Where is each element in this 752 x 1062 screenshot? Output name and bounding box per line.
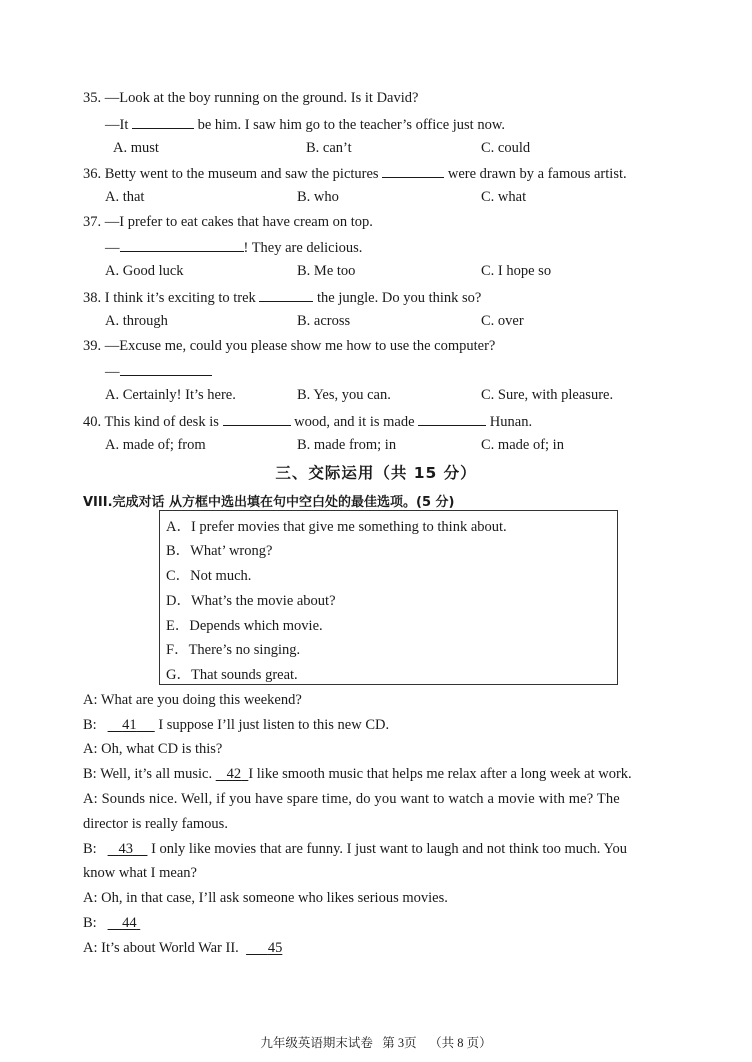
dialogue-line-6: director is really famous. <box>83 816 228 832</box>
blank-number: 43 <box>118 841 133 857</box>
question-40-option-b: B. made from; in <box>297 437 397 453</box>
blank-45 <box>246 940 282 956</box>
dialogue-line-7-text: I only like movies that are funny. I just want to laugh and not think too much. You <box>147 841 627 857</box>
question-39-option-c: C. Sure, with pleasure. <box>481 387 614 403</box>
answer-blank <box>223 411 291 426</box>
question-39-option-b: B. Yes, you can. <box>297 387 391 403</box>
question-40-option-c: C. made of; in <box>481 437 564 453</box>
question-40-stem-mid: wood, and it is made <box>290 414 419 430</box>
question-39-line2 <box>105 361 212 381</box>
question-35-stem: 35. —Look at the boy running on the ground. Is it David? <box>83 90 419 106</box>
question-37-option-c: C. I hope so <box>481 263 552 279</box>
section-title: 三、交际运用（共 15 分） <box>275 464 477 482</box>
speaker-label: B: <box>83 841 97 857</box>
box-option-b: B．What’ wrong? <box>166 543 273 559</box>
question-35-option-c: C. could <box>481 140 531 156</box>
dialogue-line-2-text: I suppose I’ll just listen to this new CD. <box>154 717 390 733</box>
box-option-a: A．I prefer movies that give me something to think about. <box>166 519 507 535</box>
answer-blank <box>259 287 313 302</box>
question-40-stem-post: Hunan. <box>486 414 533 430</box>
question-38-option-c: C. over <box>481 313 524 329</box>
question-36-option-a: A. that <box>105 189 145 205</box>
question-39-option-a: A. Certainly! It’s here. <box>105 387 236 403</box>
question-38-option-a: A. through <box>105 313 168 329</box>
box-option-g: G．That sounds great. <box>166 667 298 683</box>
question-37-line2 <box>105 237 362 257</box>
page-footer: 九年级英语期末试卷 第 3页 （共 8 页） <box>260 1036 492 1050</box>
blank-42 <box>216 766 249 782</box>
dialogue-line-10 <box>83 914 140 932</box>
box-option-d: D．What’s the movie about? <box>166 593 336 609</box>
dialogue-line-4 <box>83 765 632 783</box>
blank-41 <box>108 717 155 733</box>
dialogue-line-4-pre: B: Well, it’s all music. <box>83 766 213 782</box>
question-38-stem-post: the jungle. Do you think so? <box>313 290 482 306</box>
question-40-stem-pre: 40. This kind of desk is <box>83 414 223 430</box>
dialogue-line-3: A: Oh, what CD is this? <box>83 741 223 757</box>
blank-number: 45 <box>267 940 283 956</box>
blank-44 <box>108 915 141 931</box>
dialogue-line-1: A: What are you doing this weekend? <box>83 692 302 708</box>
question-36-stem-pre: 36. Betty went to the museum and saw the pictures <box>83 166 383 182</box>
box-option-e: E．Depends which movie. <box>166 618 323 634</box>
speaker-label: B: <box>83 717 97 733</box>
question-37-stem: 37. —I prefer to eat cakes that have cream on top. <box>83 214 373 230</box>
question-37-option-b: B. Me too <box>297 263 356 279</box>
blank-number: 42 <box>226 766 242 782</box>
box-option-f: F．There’s no singing. <box>166 642 301 658</box>
question-35-line2 <box>105 114 505 134</box>
dialogue-line-4-post: I like smooth music that helps me relax after a long week at work. <box>248 766 632 782</box>
answer-blank <box>120 361 212 376</box>
question-39-stem: 39. —Excuse me, could you please show me how to use the computer? <box>83 338 496 354</box>
blank-number: 41 <box>122 717 137 733</box>
question-35-option-b: B. can’t <box>306 140 352 156</box>
question-36-stem <box>83 163 627 183</box>
answer-blank <box>418 411 486 426</box>
question-36-stem-post: were drawn by a famous artist. <box>444 166 627 182</box>
dialogue-line-9: A: Oh, in that case, I’ll ask someone who likes serious movies. <box>83 890 448 906</box>
box-option-c: C．Not much. <box>166 568 252 584</box>
answer-blank <box>382 163 444 178</box>
question-35-option-a: A. must <box>113 140 159 156</box>
answer-blank <box>132 114 194 129</box>
question-39-line2-pre: — <box>105 364 120 380</box>
dialogue-line-11 <box>83 939 282 957</box>
question-40-option-a: A. made of; from <box>105 437 206 453</box>
speaker-label: B: <box>83 915 97 931</box>
blank-number: 44 <box>122 915 137 931</box>
question-37-option-a: A. Good luck <box>105 263 184 279</box>
question-37-line2-pre: — <box>105 240 120 256</box>
question-37-line2-post: ! They are delicious. <box>243 240 363 256</box>
dialogue-line-11-pre: A: It’s about World War II. <box>83 940 239 956</box>
answer-blank <box>120 237 244 252</box>
question-40-stem <box>83 411 532 431</box>
dialogue-line-5: A: Sounds nice. Well, if you have spare time, do you want to watch a movie with me? The <box>83 791 620 807</box>
options-box <box>159 510 618 685</box>
question-36-option-c: C. what <box>481 189 527 205</box>
question-38-stem <box>83 287 481 307</box>
question-38-option-b: B. across <box>297 313 351 329</box>
part-heading: VIII.完成对话 从方框中选出填在句中空白处的最佳选项。(5 分) <box>83 495 455 510</box>
blank-43 <box>108 841 148 857</box>
dialogue-line-8: know what I mean? <box>83 865 197 881</box>
question-35-line2-post: be him. I saw him go to the teacher’s office just now. <box>193 117 505 133</box>
dialogue-line-7 <box>83 840 627 858</box>
question-38-stem-pre: 38. I think it’s exciting to trek <box>83 290 260 306</box>
question-36-option-b: B. who <box>297 189 339 205</box>
dialogue-line-2 <box>83 716 389 734</box>
question-35-line2-pre: —It <box>105 117 132 133</box>
